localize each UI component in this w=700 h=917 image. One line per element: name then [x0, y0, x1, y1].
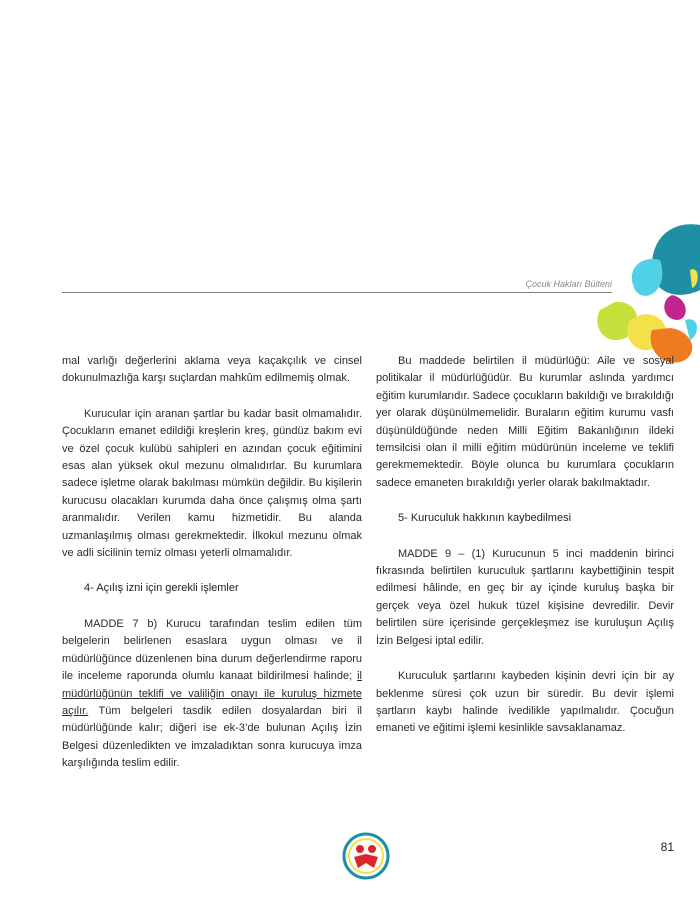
right-column — [376, 353, 674, 756]
running-header-title: Çocuk Hakları Bülteni — [525, 279, 612, 289]
right-paragraph-1: Bu maddede belirtilen il müdürlüğü: Aile ve sosyal politikalar il müdürlüğüdür. Bu kurumlar aslında yardımcı eğitim kurumlarıdır. Sadece çocukların bakıldığı ve bırakıldığı yer olarak düşünülmemelidir. Buraların eğitim kurumu vasfı düşünüldüğünde neden Milli Eğitim Bakanlığının ildeki temsilcisi olan il milli eğitim müdürünün inceleme ve teklifi gerekmemektedir. Böyle olunca bu kurumlara çocukların sadece emaneten bırakıldığı yerler olarak bakılmaktadır. — [376, 355, 674, 489]
article-7-underlined-text: il müdürlüğünün teklifi ve valiliğin onayı ile kuruluş hizmete açılır. — [62, 670, 362, 717]
page-number: 81 — [660, 840, 674, 854]
right-paragraph-3: Kuruculuk şartlarını kaybeden kişinin devri için bir ay beklenme süresi çok uzun bir süredir. Bu devir işlemi şartların kaybı halinde ivedilikle yapılmalıdır. Çocuğun emaneti ve eğitimi işlemi kesinlikle savsaklanamaz. — [376, 670, 674, 735]
header-rule — [62, 292, 612, 293]
left-column — [62, 353, 362, 791]
left-paragraph-2: Kurucular için aranan şartlar bu kadar basit olmamalıdır. Çocukların emanet edildiği kreşlerin kreş, gündüz bakım evi ve özel çocuk kulübü sahipleri en azından çocuk eğitimini esas alan yüksek okul mezunu olmalıdırlar. Bu kurumlara sadece işletme olarak bakılması mümkün değildir. Bu kişilerin kurucusu olacakları kurumda daha önce çalışmış olma şartı aranmalıdır. Verilen kamu hizmetidir. Bu alanda uzmanlaşılmış olması gerekmektedir. İlkokul mezunu olmak ve adli sicilinin temiz olması yeterli olmamalıdır. — [62, 407, 362, 560]
left-paragraph-3 — [62, 616, 362, 773]
left-paragraph-1: mal varlığı değerlerini aklama veya kaçakçılık ve cinsel dokunulmazlığa karşı suçlardan mahkûm edilmemiş olmak. — [62, 355, 362, 385]
section-heading-4: 4- Açılış izni için gerekli işlemler — [84, 582, 239, 595]
article-7-text-start: MADDE 7 b) Kurucu tarafından teslim edilen tüm belgelerin belirlenen esaslara uygun olması ve il müdürlüğünce düzenlenen bina durum değerlendirme raporu ile inceleme raporunda olumlu kanaat bildirilmesi halinde; — [62, 617, 362, 683]
bulletin-logo — [342, 832, 390, 880]
article-7-text-end: Tüm belgeleri tasdik edilen dosyalardan biri il müdürlüğünde kalır; diğeri ise ek-3’de bulunan Açılış İzin Belgesi düzenledikten ve imzaladıktan sonra kurucuya imza karşılığında teslim edilir. — [62, 704, 362, 770]
right-paragraph-2: MADDE 9 – (1) Kurucunun 5 inci maddenin birinci fıkrasında belirtilen kuruculuk şartlarını kaybettiğinin tespit edilmesi hâlinde, en geç bir ay içinde kuruluş başka bir gerçek veya özel hukuk tüzel kişisine devredilir. Devir belirtilen süre içerisinde gerçekleşmez ise kuruluşun Açılış İzin Belgesi iptal edilir. — [376, 547, 674, 647]
section-heading-5: 5- Kuruculuk hakkının kaybedilmesi — [398, 512, 572, 525]
